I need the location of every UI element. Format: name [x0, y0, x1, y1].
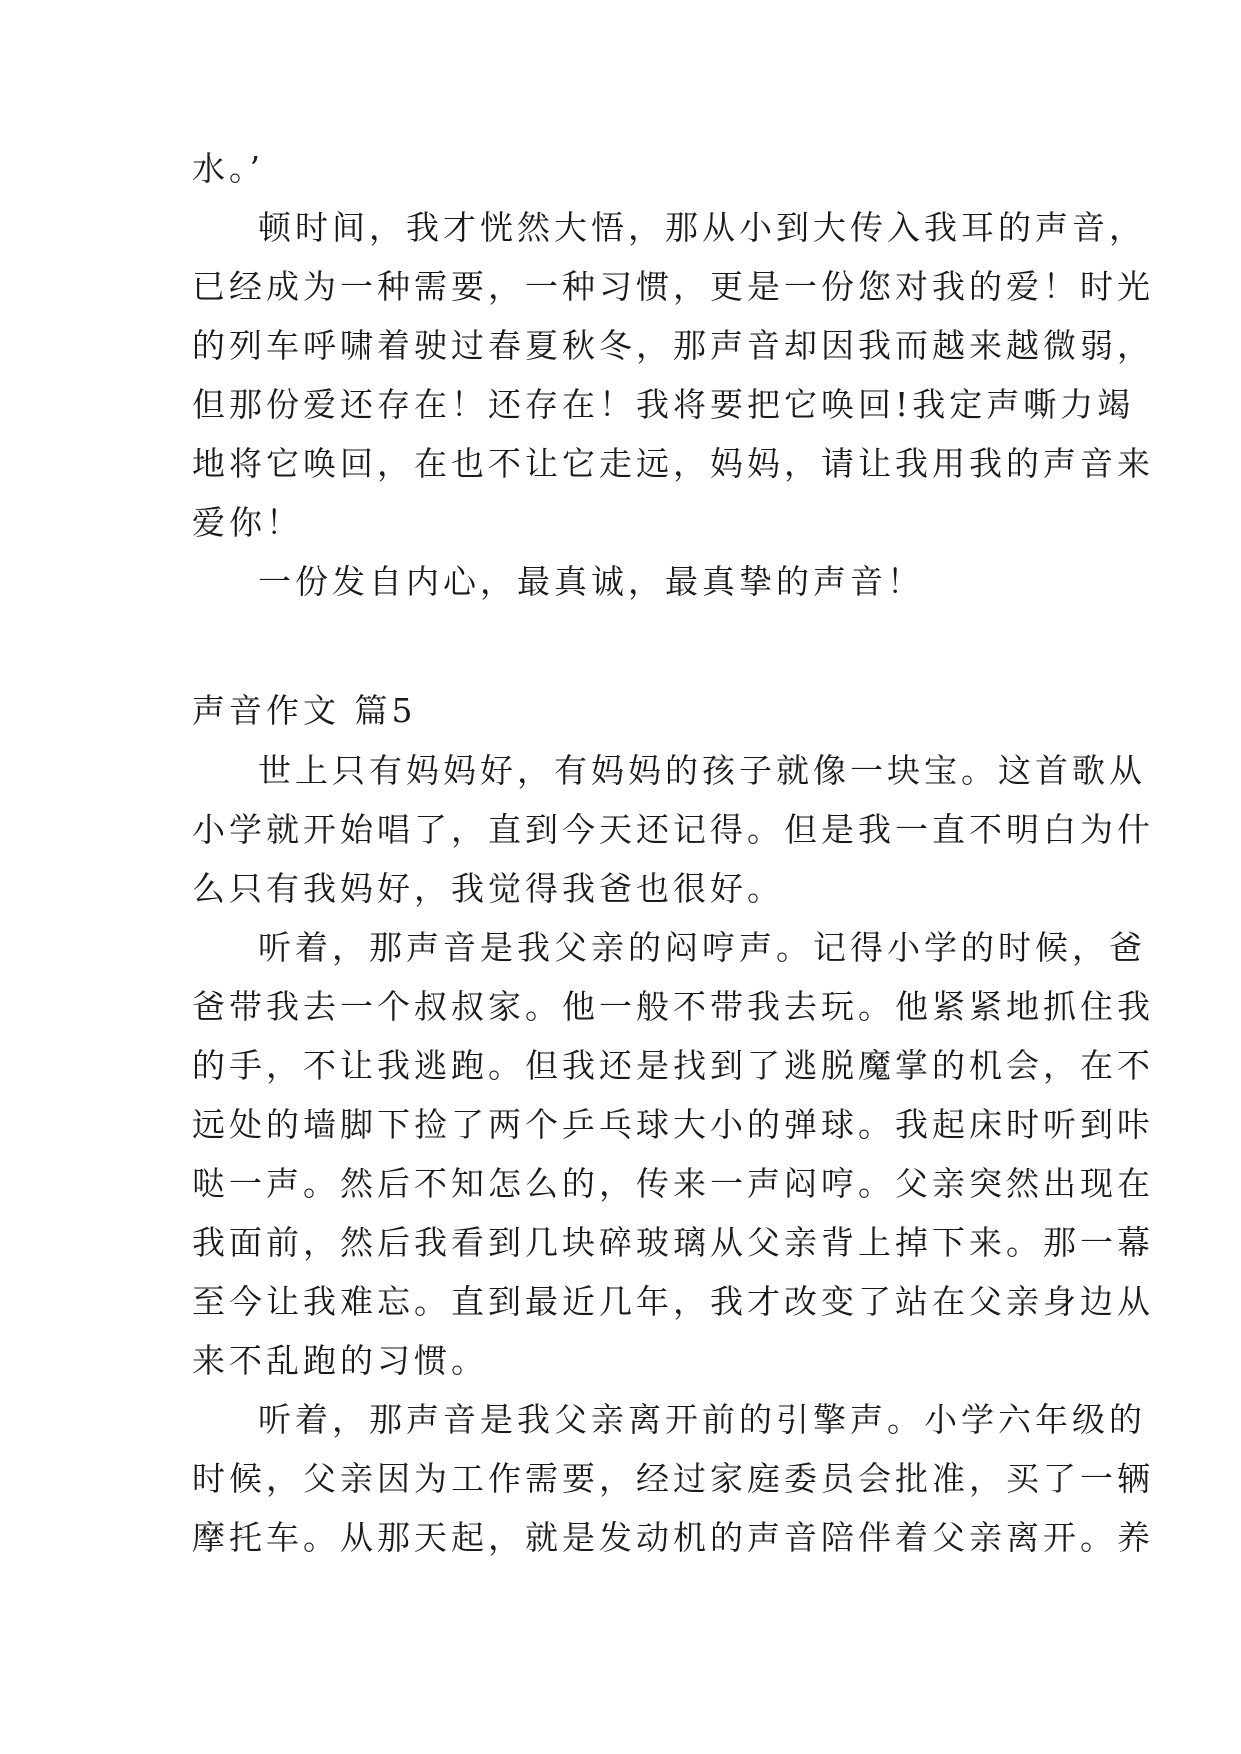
- section-1-text: [192, 139, 1154, 611]
- text-line: 地将它唤回，在也不让它走远，妈妈，请让我用我的声音来: [192, 444, 1154, 483]
- text-line: 哒一声。然后不知怎么的，传来一声闷哼。父亲突然出现在: [192, 1164, 1154, 1203]
- text-line: 时候，父亲因为工作需要，经过家庭委员会批准，买了一辆: [192, 1459, 1154, 1498]
- text-line: 一份发自内心，最真诚，最真挚的声音！: [258, 562, 924, 601]
- section-heading: 声音作文 篇5: [192, 691, 417, 730]
- text-line: 的手，不让我逃跑。但我还是找到了逃脱魔掌的机会，在不: [192, 1046, 1154, 1085]
- text-line: 小学就开始唱了，直到今天还记得。但是我一直不明白为什: [192, 810, 1154, 849]
- text-line: 至今让我难忘。直到最近几年，我才改变了站在父亲身边从: [192, 1282, 1154, 1321]
- text-line: 么只有我妈好，我觉得我爸也很好。: [192, 869, 784, 908]
- text-line: 世上只有妈妈好，有妈妈的孩子就像一块宝。这首歌从: [258, 751, 1146, 790]
- text-line: 水。’: [192, 149, 264, 188]
- text-line: 爱你！: [192, 503, 303, 542]
- text-line: 听着，那声音是我父亲离开前的引擎声。小学六年级的: [258, 1400, 1146, 1439]
- text-line: 我面前，然后我看到几块碎玻璃从父亲背上掉下来。那一幕: [192, 1223, 1154, 1262]
- section-2-text: [192, 741, 1154, 1567]
- text-line: 但那份爱还存在！还存在！我将要把它唤回!我定声嘶力竭: [192, 385, 1135, 424]
- text-line: 听着，那声音是我父亲的闷哼声。记得小学的时候，爸: [258, 928, 1146, 967]
- text-line: 摩托车。从那天起，就是发动机的声音陪伴着父亲离开。养: [192, 1518, 1154, 1557]
- text-line: 已经成为一种需要，一种习惯，更是一份您对我的爱！时光: [192, 267, 1154, 306]
- text-line: 远处的墙脚下捡了两个乒乓球大小的弹球。我起床时听到咔: [192, 1105, 1154, 1144]
- text-line: 来不乱跑的习惯。: [192, 1341, 488, 1380]
- text-line: 顿时间，我才恍然大悟，那从小到大传入我耳的声音，: [258, 208, 1146, 247]
- text-line: 的列车呼啸着驶过春夏秋冬，那声音却因我而越来越微弱，: [192, 326, 1154, 365]
- text-line: 爸带我去一个叔叔家。他一般不带我去玩。他紧紧地抓住我: [192, 987, 1154, 1026]
